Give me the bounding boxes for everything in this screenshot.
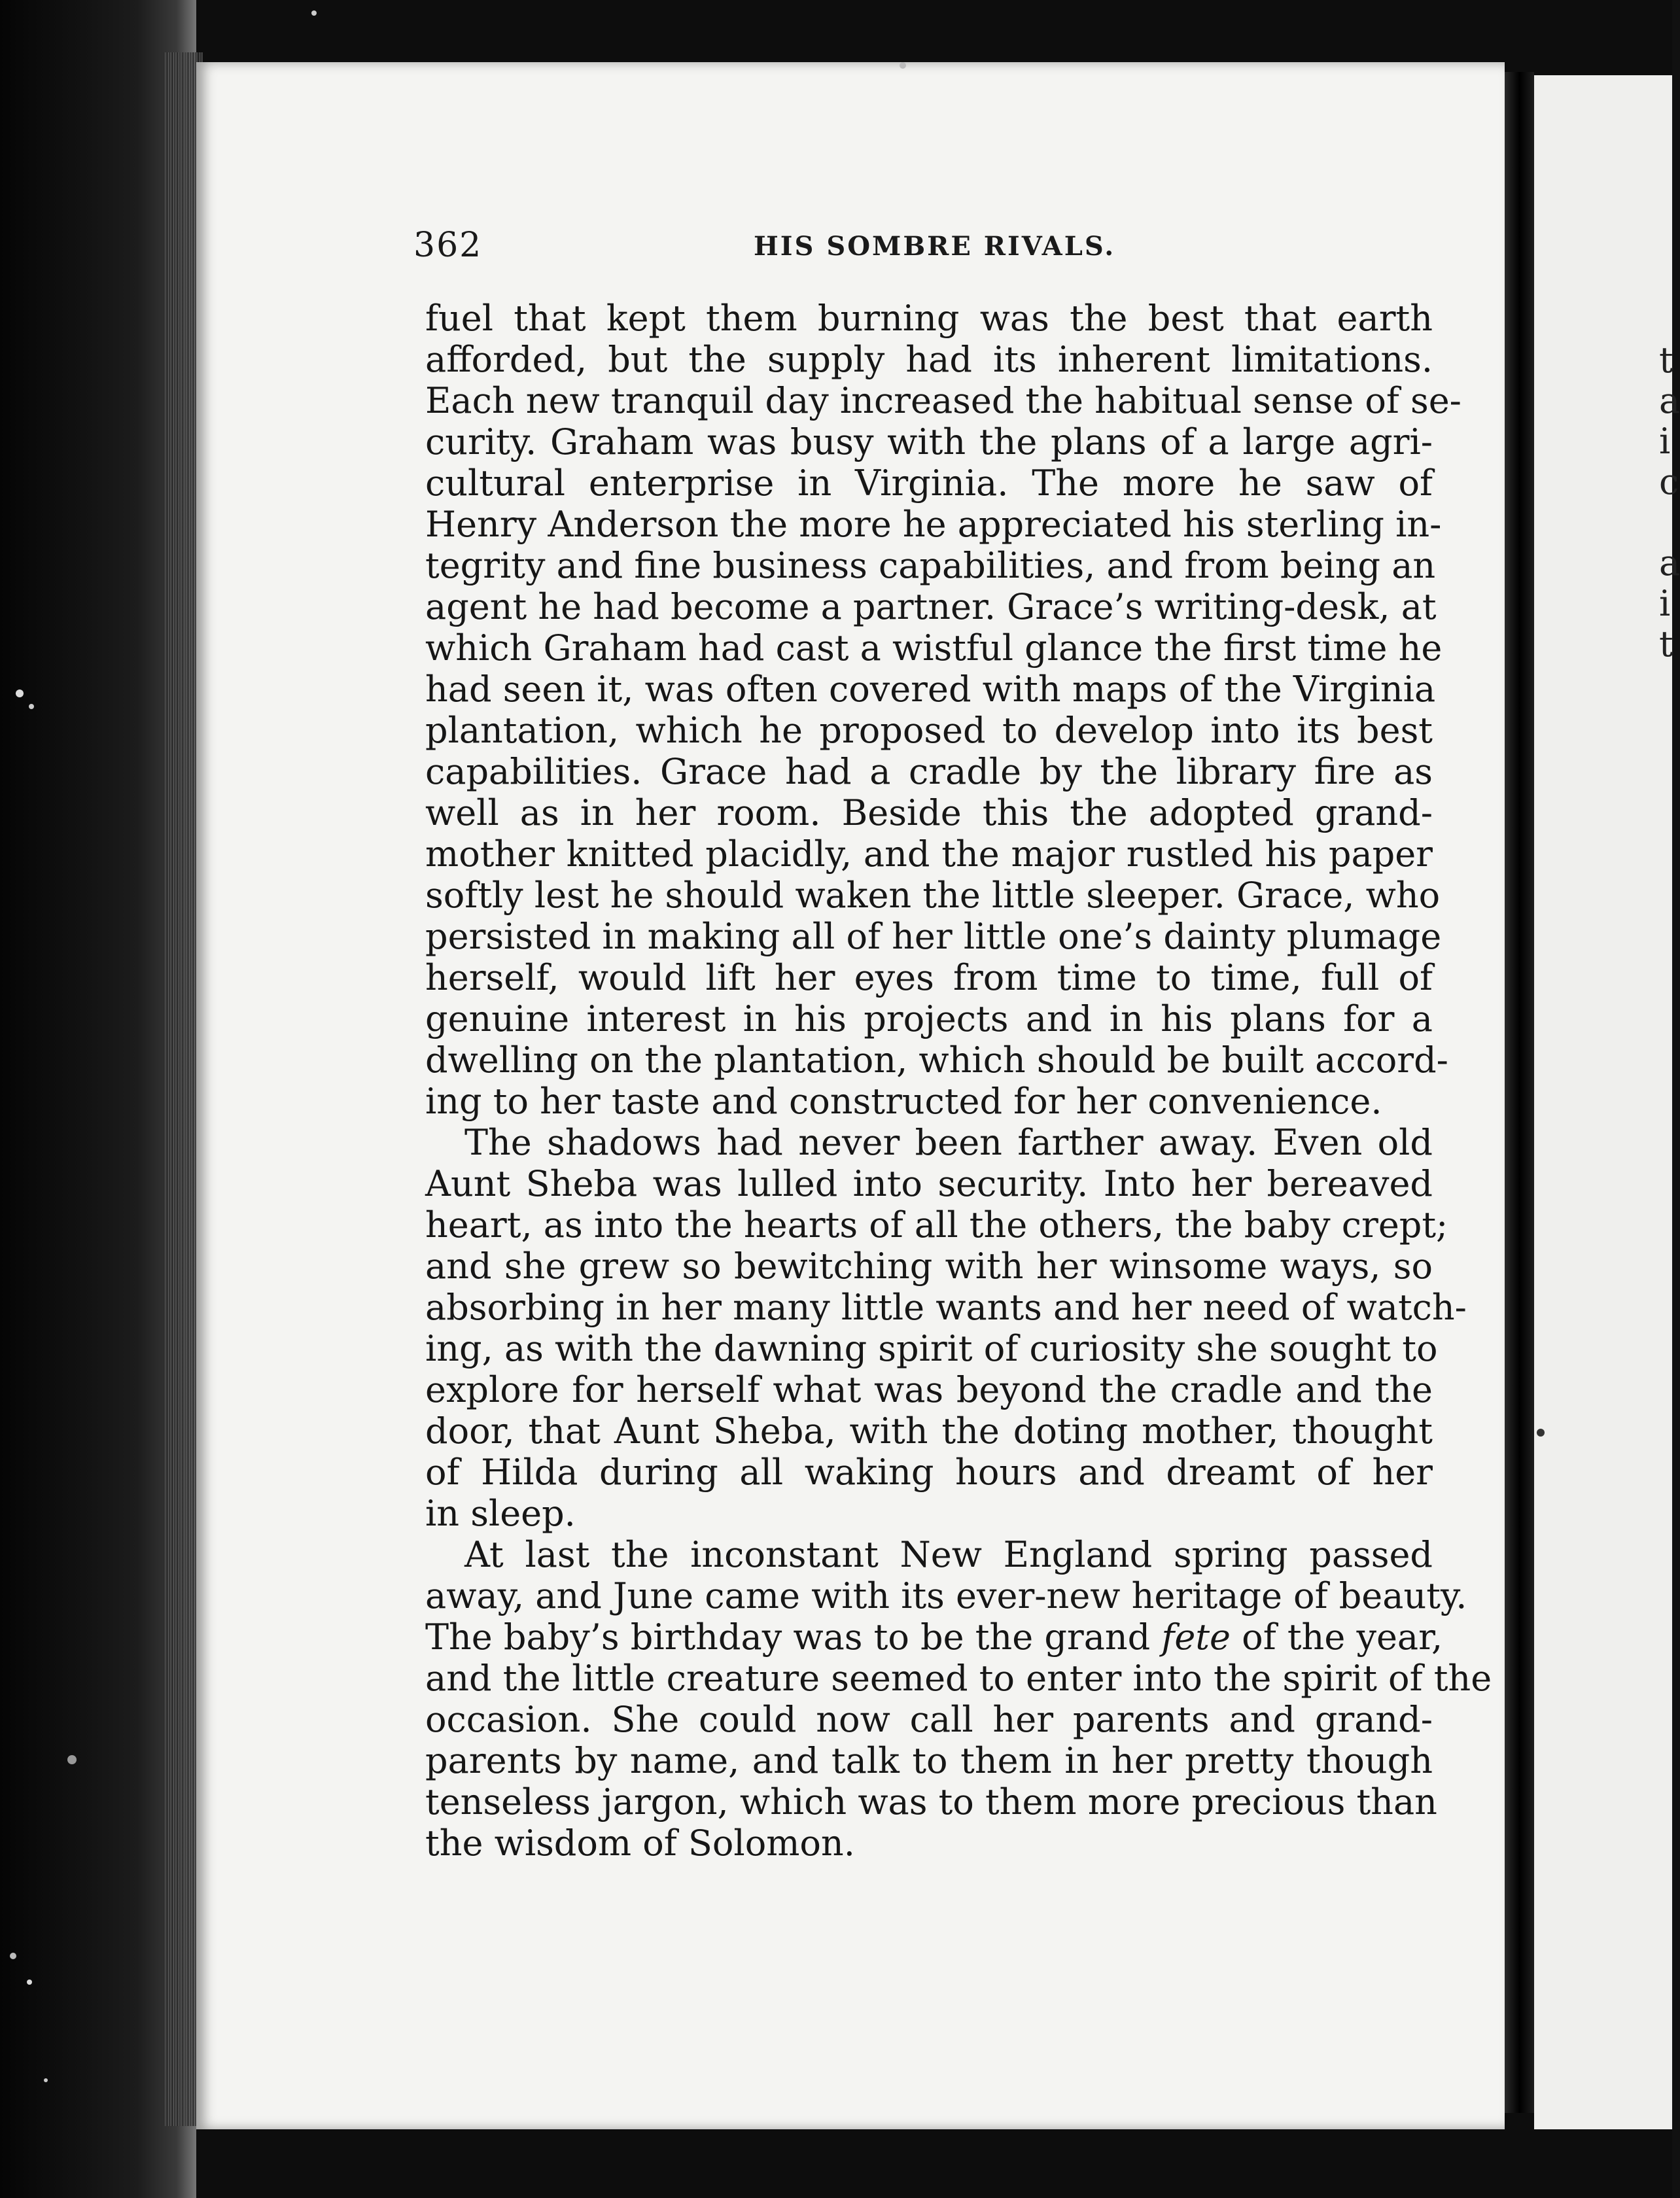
text-line: and she grew so bewitching with her winsome ways, so — [425, 1246, 1433, 1287]
text-line: absorbing in her many little wants and her need of watch- — [425, 1287, 1467, 1328]
text-line: afforded, but the supply had its inherent limitations. — [425, 339, 1433, 380]
text-line: softly lest he should waken the little sleeper. Grace, who — [425, 875, 1441, 916]
text-line: curity. Graham was busy with the plans of a large agri- — [425, 421, 1433, 462]
body-text — [425, 298, 1492, 1864]
text-line: mother knitted placidly, and the major rustled his paper — [425, 833, 1433, 875]
text-line: ing, as with the dawning spirit of curiosity she sought to — [425, 1328, 1438, 1369]
text-line: away, and June came with its ever-new heritage of beauty. — [425, 1575, 1467, 1616]
text-line: The shadows had never been farther away. Even old — [464, 1122, 1433, 1163]
text-line: persisted in making all of her little one’s dainty plumage — [425, 916, 1442, 957]
page-number: 362 — [413, 226, 483, 265]
text-line: dwelling on the plantation, which should be built accord- — [425, 1039, 1448, 1081]
text-line: The baby’s birthday was to be the grand fete of the year, — [425, 1616, 1443, 1658]
text-line: occasion. She could now call her parents and grand- — [425, 1699, 1433, 1740]
text-line: At last the inconstant New England spring passed — [464, 1534, 1433, 1575]
text-line: heart, as into the hearts of all the others, the baby crept; — [425, 1204, 1448, 1246]
facing-page-text-fragment: t a i c a i t — [1659, 340, 1680, 665]
text-line: plantation, which he proposed to develop into its best — [425, 710, 1433, 751]
running-head: HIS SOMBRE RIVALS. — [754, 231, 1116, 262]
text-line: cultural enterprise in Virginia. The more he saw of — [425, 462, 1433, 504]
text-line: had seen it, was often covered with maps of the Virginia — [425, 669, 1436, 710]
text-line: of Hilda during all waking hours and dreamt of her — [425, 1452, 1433, 1493]
text-line: Henry Anderson the more he appreciated his sterling in- — [425, 504, 1442, 545]
text-line: ing to her taste and constructed for her convenience. — [425, 1081, 1382, 1122]
text-line: in sleep. — [425, 1493, 576, 1534]
text-line: capabilities. Grace had a cradle by the library fire as — [425, 751, 1433, 792]
text-line: Aunt Sheba was lulled into security. Into her bereaved — [425, 1163, 1433, 1204]
text-line: door, that Aunt Sheba, with the doting mother, thought — [425, 1410, 1433, 1452]
facing-page — [1534, 75, 1680, 2129]
text-line: parents by name, and talk to them in her pretty though — [425, 1740, 1433, 1781]
text-line: Each new tranquil day increased the habitual sense of se- — [425, 380, 1461, 421]
page-header — [413, 226, 1434, 271]
text-line: genuine interest in his projects and in his plans for a — [425, 998, 1433, 1039]
text-line: and the little creature seemed to enter into the spirit of the — [425, 1658, 1492, 1699]
text-line: explore for herself what was beyond the cradle and the — [425, 1369, 1433, 1410]
text-line: which Graham had cast a wistful glance the first time he — [425, 627, 1443, 669]
text-line: well as in her room. Beside this the adopted grand- — [425, 792, 1433, 833]
text-line: fuel that kept them burning was the best that earth — [425, 298, 1433, 339]
text-line: agent he had become a partner. Grace’s writing-desk, at — [425, 586, 1437, 627]
book-gutter — [1505, 72, 1534, 2113]
text-line: tegrity and fine business capabilities, and from being an — [425, 545, 1436, 586]
text-line: tenseless jargon, which was to them more precious than — [425, 1781, 1437, 1823]
text-line: herself, would lift her eyes from time to time, full of — [425, 957, 1433, 998]
text-line: the wisdom of Solomon. — [425, 1823, 855, 1864]
